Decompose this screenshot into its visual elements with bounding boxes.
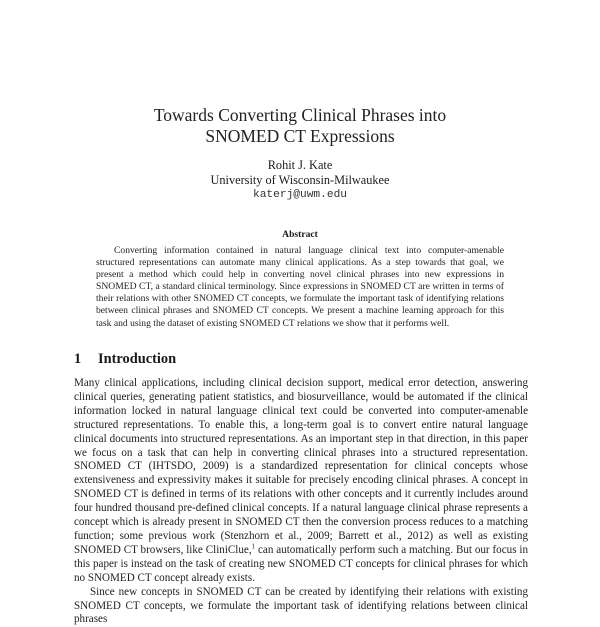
footnote-marker: 1 bbox=[251, 542, 256, 551]
introduction-body bbox=[74, 377, 528, 627]
paragraph-1-text-b: can automatically perform such a matching. But our focus in this paper is instead on the task of creating new SNOMED CT concepts for clinical phrases for which no SNOMED CT concept already exists. bbox=[74, 543, 529, 584]
introduction-paragraph-2: Since new concepts in SNOMED CT can be created by identifying their relations with existing SNOMED CT concepts, we formulate the important task of identifying relations between clinical phrases bbox=[74, 585, 528, 626]
abstract-paragraph: Converting information contained in natural language clinical text into computer-amenable structured representations can automate many clinical applications. As a step towards that goal, we present a method which could help in converting novel clinical phrases into new expressions in SNOMED CT, a standard clinical terminology. Since expressions in SNOMED CT are written in terms of their relations with other SNOMED CT concepts, we formulate the important task of identifying relations between clinical phrases and SNOMED CT concepts. We present a machine learning approach for this task and using the dataset of existing SNOMED CT relations we show that it performs well. bbox=[96, 245, 504, 329]
section-heading-introduction bbox=[74, 350, 176, 368]
abstract-body bbox=[96, 245, 504, 330]
paragraph-1-text-a: Many clinical applications, including clinical decision support, medical error detection, answering clinical queries, generating patient statistics, and biosurveillance, would be automated if the clinical information locked in natural language clinical text could be converted into computer-amenable structured representations. To enable this, a long-term goal is to convert entire natural language clinical documents into structured representations. As an important step in that direction, in this paper we focus on a task that can help in converting clinical phrases into a structured representation. SNOMED CT (IHTSDO, 2009) is a standardized representation for clinical concepts whose extensiveness and expressivity makes it suitable for precisely encoding clinical phrases. A concept in SNOMED CT is defined in terms of its relations with other concepts and it currently includes around four hundred thousand pre-defined clinical concepts. If a natural language clinical phrase represents a concept which is already present in SNOMED CT then the conversion process reduces to a matching function; some previous work (Stenzhorn et al., 2009; Barrett et al., 2012) as well as existing SNOMED CT browsers, like CliniClue, bbox=[74, 377, 528, 556]
author-email: katerj@uwm.edu bbox=[253, 189, 347, 201]
abstract-heading: Abstract bbox=[282, 229, 318, 240]
paper-title-line-1: Towards Converting Clinical Phrases into bbox=[153, 105, 447, 125]
paper-title-line-2: SNOMED CT Expressions bbox=[205, 126, 395, 146]
author-name: Rohit J. Kate bbox=[267, 158, 333, 172]
section-number: 1 bbox=[74, 351, 82, 367]
author-affiliation: University of Wisconsin-Milwaukee bbox=[210, 173, 390, 187]
introduction-paragraph-1 bbox=[74, 377, 528, 586]
section-title: Introduction bbox=[98, 351, 177, 367]
